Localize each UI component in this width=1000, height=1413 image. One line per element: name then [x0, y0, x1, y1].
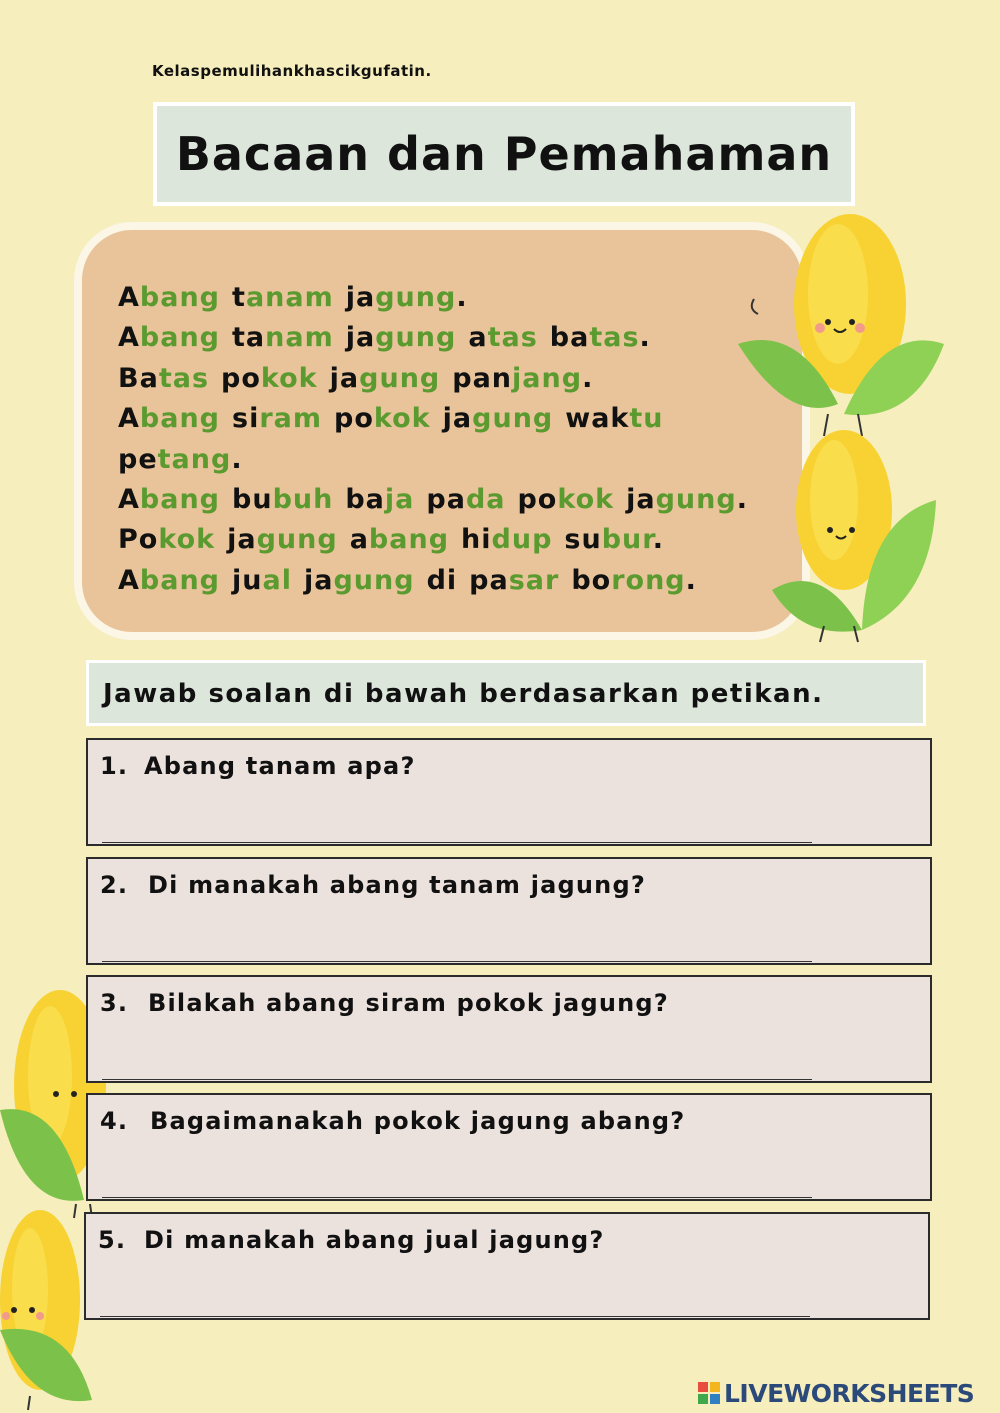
plain-syllable: si	[232, 403, 260, 435]
highlighted-syllable: bang	[139, 322, 221, 354]
question-box-3	[86, 975, 932, 1083]
instruction-text: Jawab soalan di bawah berdasarkan petikan.	[103, 679, 824, 709]
corn-illustration-top	[728, 214, 950, 446]
question-number: 4.	[100, 1107, 129, 1135]
highlighted-syllable: tas	[589, 322, 640, 354]
highlighted-syllable: gung	[256, 524, 338, 556]
question-text: Bilakah abang siram pokok jagung?	[148, 989, 669, 1017]
highlighted-syllable: tas	[487, 322, 538, 354]
highlighted-syllable: da	[465, 484, 506, 516]
highlighted-syllable: gung	[472, 403, 554, 435]
plain-syllable: su	[564, 524, 602, 556]
plain-syllable: ba	[549, 322, 590, 354]
passage-word	[564, 520, 664, 560]
passage-line	[118, 440, 760, 480]
passage-word	[346, 278, 468, 318]
plain-syllable: po	[221, 362, 261, 394]
passage-word	[118, 520, 215, 560]
highlighted-syllable: kok	[158, 524, 216, 556]
question-text: Abang tanam apa?	[144, 752, 416, 780]
highlighted-syllable: ja	[384, 484, 415, 516]
title-banner	[153, 102, 855, 206]
question-number: 1.	[100, 752, 129, 780]
answer-input-4[interactable]	[102, 1173, 812, 1198]
credit-text: Kelaspemulihankhascikgufatin.	[152, 62, 432, 80]
plain-syllable: po	[334, 403, 374, 435]
instruction-banner	[86, 660, 926, 726]
passage-word	[118, 278, 220, 318]
highlighted-syllable: bang	[368, 524, 450, 556]
logo-mark-icon	[698, 1382, 720, 1404]
plain-syllable: ba	[345, 484, 385, 516]
passage-word	[227, 520, 338, 560]
passage-word	[232, 278, 334, 318]
plain-syllable: ja	[345, 322, 376, 354]
plain-syllable: ja	[303, 564, 334, 596]
answer-input-1[interactable]	[102, 818, 812, 843]
plain-syllable: a	[468, 322, 488, 354]
plain-syllable: ja	[227, 524, 257, 556]
passage-word	[443, 399, 554, 439]
plain-syllable: .	[456, 282, 468, 313]
question-box-4	[86, 1093, 932, 1201]
passage-word	[346, 318, 457, 358]
passage-word	[469, 561, 559, 601]
liveworksheets-logo[interactable]	[698, 1378, 974, 1408]
passage-word	[550, 318, 651, 358]
passage-word	[232, 318, 334, 358]
plain-syllable: ja	[626, 484, 656, 516]
highlighted-syllable: kok	[557, 484, 615, 516]
highlighted-syllable: buh	[272, 484, 334, 516]
passage-word	[334, 399, 431, 439]
plain-syllable: Ba	[118, 362, 159, 394]
plain-syllable: t	[232, 282, 246, 313]
passage-word	[345, 480, 414, 520]
passage-word	[571, 561, 697, 601]
passage-word	[427, 561, 458, 601]
answer-input-2[interactable]	[102, 937, 812, 962]
passage-word	[118, 318, 220, 358]
plain-syllable: ja	[345, 282, 376, 313]
plain-syllable: hi	[461, 524, 492, 556]
passage-word	[232, 399, 322, 439]
passage-line	[118, 359, 760, 399]
question-number: 2.	[100, 871, 129, 899]
question-box-1	[86, 738, 932, 846]
plain-syllable: a	[349, 524, 369, 556]
plain-syllable: .	[736, 484, 748, 516]
passage-word	[118, 399, 220, 439]
highlighted-syllable: gung	[375, 322, 457, 354]
plain-syllable: .	[685, 564, 697, 596]
highlighted-syllable: al	[262, 564, 292, 596]
plain-syllable: po	[517, 484, 558, 516]
passage-word	[461, 520, 552, 560]
highlighted-syllable: bur	[601, 524, 653, 556]
corn-illustration-middle	[764, 430, 944, 644]
logo-text: LIVEWORKSHEETS	[724, 1378, 975, 1408]
plain-syllable: ju	[232, 564, 263, 596]
highlighted-syllable: tas	[158, 362, 210, 394]
passage-line	[118, 480, 760, 520]
highlighted-syllable: ram	[259, 403, 323, 435]
question-number: 3.	[100, 989, 129, 1017]
highlighted-syllable: gung	[655, 484, 737, 516]
highlighted-syllable: jang	[512, 362, 583, 394]
passage-line	[118, 520, 760, 560]
passage-word	[565, 399, 663, 439]
plain-syllable: A	[118, 484, 140, 516]
reading-passage	[74, 222, 810, 640]
passage-word	[221, 359, 318, 399]
highlighted-syllable: gung	[359, 362, 441, 394]
passage-word	[304, 561, 415, 601]
plain-syllable: ta	[232, 322, 266, 354]
plain-syllable: A	[118, 322, 140, 354]
question-number: 5.	[98, 1226, 127, 1254]
passage-word	[118, 561, 220, 601]
question-box-2	[86, 857, 932, 965]
passage-word	[118, 480, 220, 520]
highlighted-syllable: tang	[157, 443, 232, 475]
passage-word	[452, 359, 593, 399]
passage-word	[232, 480, 333, 520]
highlighted-syllable: kok	[373, 403, 431, 435]
plain-syllable: pa	[426, 484, 466, 516]
passage-line	[118, 399, 760, 439]
plain-syllable: .	[652, 524, 664, 556]
highlighted-syllable: gung	[375, 282, 457, 313]
highlighted-syllable: bang	[139, 564, 221, 596]
passage-word	[118, 440, 243, 480]
plain-syllable: Po	[118, 524, 159, 556]
plain-syllable: pa	[469, 564, 509, 596]
highlighted-syllable: nam	[265, 322, 334, 354]
answer-input-5[interactable]	[100, 1292, 810, 1317]
passage-word	[517, 480, 614, 520]
plain-syllable: A	[118, 564, 140, 596]
highlighted-syllable: nam	[265, 282, 334, 313]
plain-syllable: bo	[571, 564, 612, 596]
plain-syllable: ja	[442, 403, 473, 435]
plain-syllable: wak	[565, 403, 630, 435]
passage-line	[118, 561, 760, 601]
plain-syllable: .	[639, 322, 651, 354]
highlighted-syllable: gung	[333, 564, 415, 596]
plain-syllable: A	[118, 282, 140, 313]
passage-line	[118, 278, 760, 318]
passage-word	[118, 359, 209, 399]
plain-syllable: .	[582, 362, 594, 394]
plain-syllable: di	[426, 564, 458, 596]
highlighted-syllable: tu	[629, 403, 664, 435]
highlighted-syllable: dup	[491, 524, 553, 556]
question-text: Di manakah abang tanam jagung?	[148, 871, 646, 899]
passage-word	[426, 480, 505, 520]
highlighted-syllable: rong	[611, 564, 686, 596]
passage-line	[118, 318, 760, 358]
plain-syllable: bu	[232, 484, 273, 516]
highlighted-syllable: a	[245, 282, 266, 313]
highlighted-syllable: kok	[260, 362, 318, 394]
passage-lines	[118, 278, 760, 601]
passage-word	[232, 561, 292, 601]
plain-syllable: pe	[118, 443, 158, 475]
highlighted-syllable: bang	[139, 484, 221, 516]
passage-word	[468, 318, 537, 358]
highlighted-syllable: bang	[139, 282, 221, 313]
question-text: Di manakah abang jual jagung?	[144, 1226, 605, 1254]
passage-word	[626, 480, 748, 520]
page-title: Bacaan dan Pemahaman	[175, 127, 833, 181]
answer-input-3[interactable]	[102, 1055, 812, 1080]
question-box-5	[84, 1212, 930, 1320]
passage-word	[350, 520, 449, 560]
passage-word	[330, 359, 441, 399]
plain-syllable: .	[231, 443, 243, 475]
question-text: Bagaimanakah pokok jagung abang?	[150, 1107, 686, 1135]
plain-syllable: ja	[329, 362, 360, 394]
highlighted-syllable: sar	[508, 564, 560, 596]
plain-syllable: pan	[452, 362, 513, 394]
plain-syllable: A	[118, 403, 140, 435]
highlighted-syllable: bang	[139, 403, 221, 435]
